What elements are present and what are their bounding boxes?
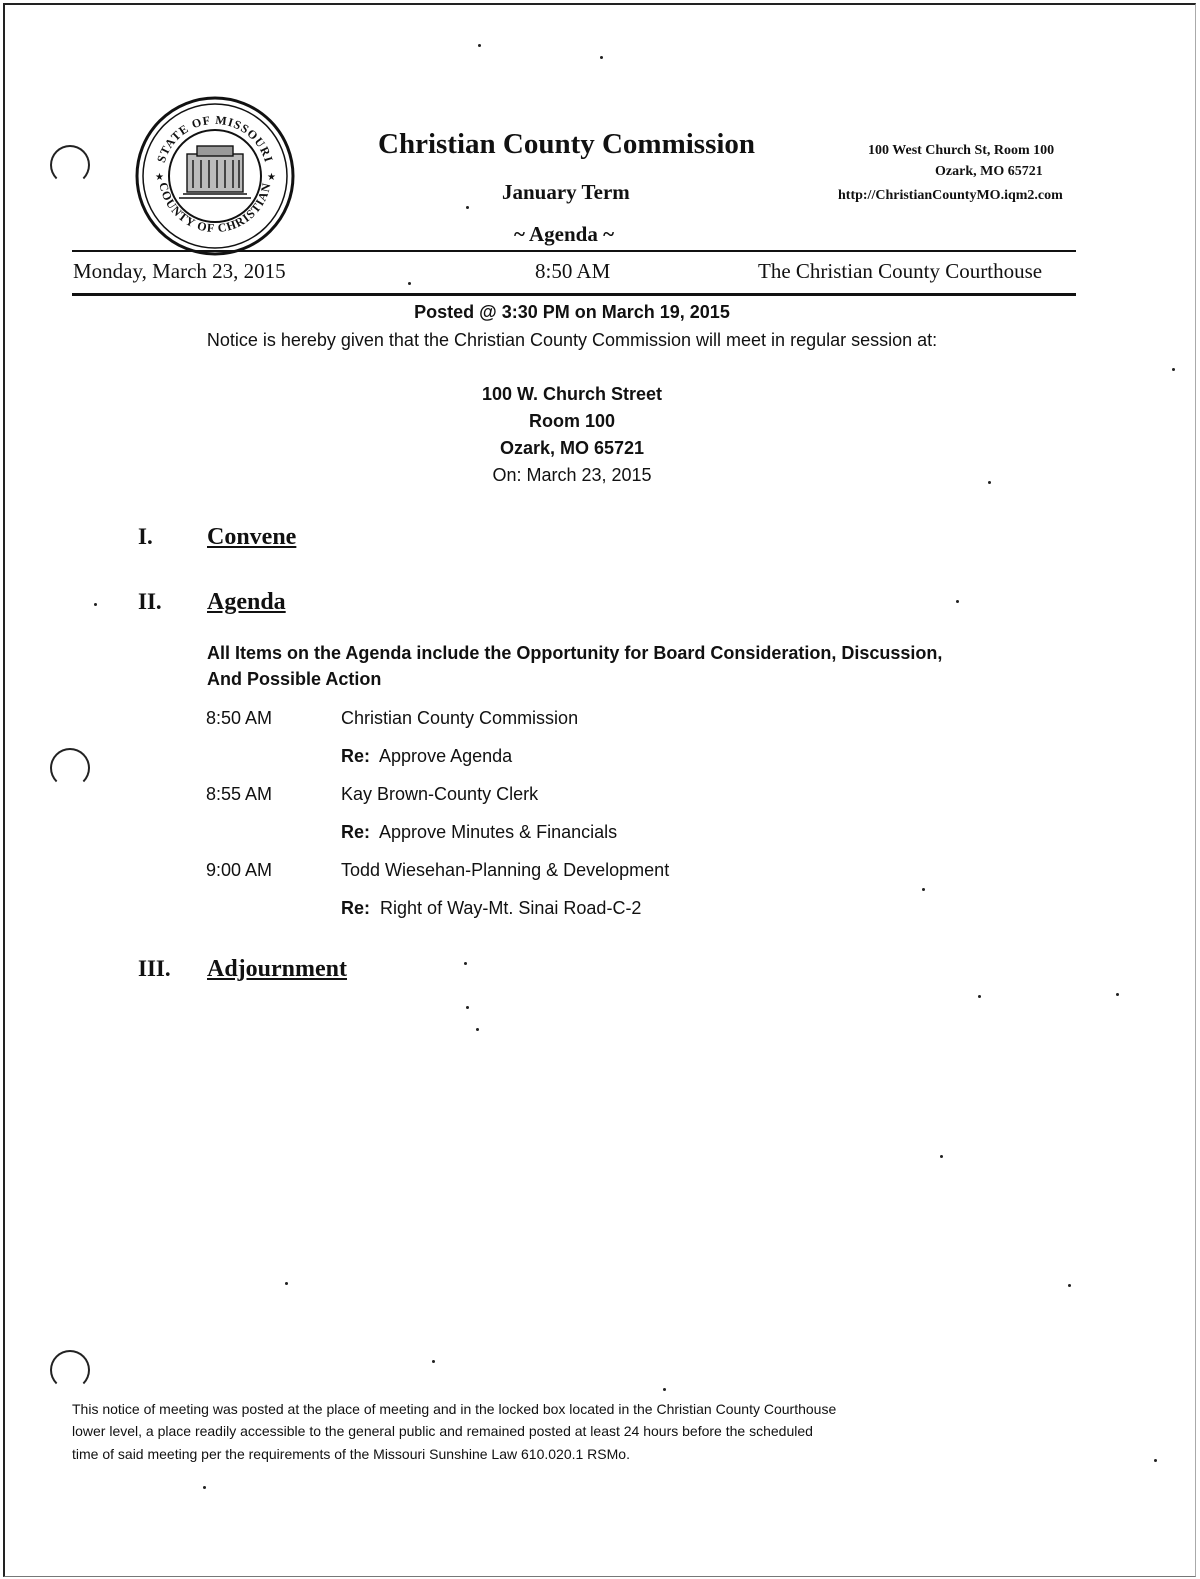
header-rule-bottom [72,293,1076,296]
item-re [341,898,641,919]
item-time: 8:50 AM [206,708,273,728]
re-label: Re: [341,746,371,766]
item-time: 9:00 AM [206,860,273,880]
meeting-date: Monday, March 23, 2015 [73,259,286,283]
section-number: I. [138,524,153,549]
scan-speck [600,56,603,59]
item-re [341,746,512,767]
address-street: 100 West Church St, Room 100 [868,143,1055,158]
scan-speck [466,1006,469,1009]
scan-speck [956,600,959,603]
scan-speck [663,1388,666,1391]
scan-speck [203,1486,206,1489]
punch-hole [50,145,90,185]
notice-text: Notice is hereby given that the Christian County Commission will meet in regular session at: [206,330,938,350]
section-title-adjournment: Adjournment [207,956,348,982]
website-link[interactable]: http://ChristianCountyMO.iqm2.com [838,188,1063,203]
scan-speck [476,1028,479,1031]
location-room: Room 100 [528,411,616,431]
meeting-place: The Christian County Courthouse [758,259,1043,283]
item-presenter: Kay Brown-County Clerk [341,784,539,804]
scan-speck [464,962,467,965]
scan-speck [978,995,981,998]
item-presenter: Christian County Commission [341,708,579,728]
footer-notice: This notice of meeting was posted at the place of meeting and in the locked box located in the Christian County Courthouse [72,1401,837,1417]
scan-speck [1068,1284,1071,1287]
scan-speck [922,888,925,891]
svg-text:STATE OF MISSOURI: STATE OF MISSOURI [153,112,277,165]
location-street: 100 W. Church Street [481,384,663,404]
section-number: II. [138,589,162,614]
scan-speck [408,282,411,285]
item-time: 8:55 AM [206,784,273,804]
svg-text:COUNTY OF CHRISTIAN: COUNTY OF CHRISTIAN [156,180,274,236]
punch-hole [50,748,90,788]
county-seal-logo [135,96,295,256]
term-label: January Term [502,180,630,204]
commission-title: Christian County Commission [378,128,756,160]
posted-notice: Posted @ 3:30 PM on March 19, 2015 [414,302,730,322]
scan-speck [478,44,481,47]
scan-speck [94,603,97,606]
agenda-intro: And Possible Action [207,669,382,689]
item-subject: Right of Way-Mt. Sinai Road-C-2 [380,898,642,918]
meeting-time: 8:50 AM [535,259,611,283]
footer-notice: time of said meeting per the requirements of the Missouri Sunshine Law 610.020.1 RSMo. [72,1446,630,1462]
section-title-agenda: Agenda [207,589,286,615]
scan-speck [1172,368,1175,371]
scan-speck [285,1282,288,1285]
item-subject: Approve Minutes & Financials [379,822,618,842]
item-subject: Approve Agenda [379,746,513,766]
re-label: Re: [341,898,371,918]
item-re [341,822,617,843]
scan-speck [432,1360,435,1363]
section-title-convene: Convene [207,524,297,550]
scan-speck [940,1155,943,1158]
svg-text:★: ★ [155,172,164,183]
scan-speck [1154,1459,1157,1462]
agenda-intro: All Items on the Agenda include the Opportunity for Board Consideration, Discussion, [207,643,943,663]
item-presenter: Todd Wiesehan-Planning & Development [341,860,670,880]
scan-speck [466,206,469,209]
scan-speck [1116,993,1119,996]
location-city: Ozark, MO 65721 [499,438,645,458]
re-label: Re: [341,822,371,842]
header-rule [72,250,1076,252]
location-date: On: March 23, 2015 [492,465,652,485]
agenda-heading: ~ Agenda ~ [514,222,615,246]
section-number: III. [138,956,171,981]
svg-text:★: ★ [267,172,276,183]
punch-hole [50,1350,90,1390]
address-city: Ozark, MO 65721 [935,164,1043,179]
footer-notice: lower level, a place readily accessible to the general public and remained posted at least 24 hours before the scheduled [72,1423,813,1439]
